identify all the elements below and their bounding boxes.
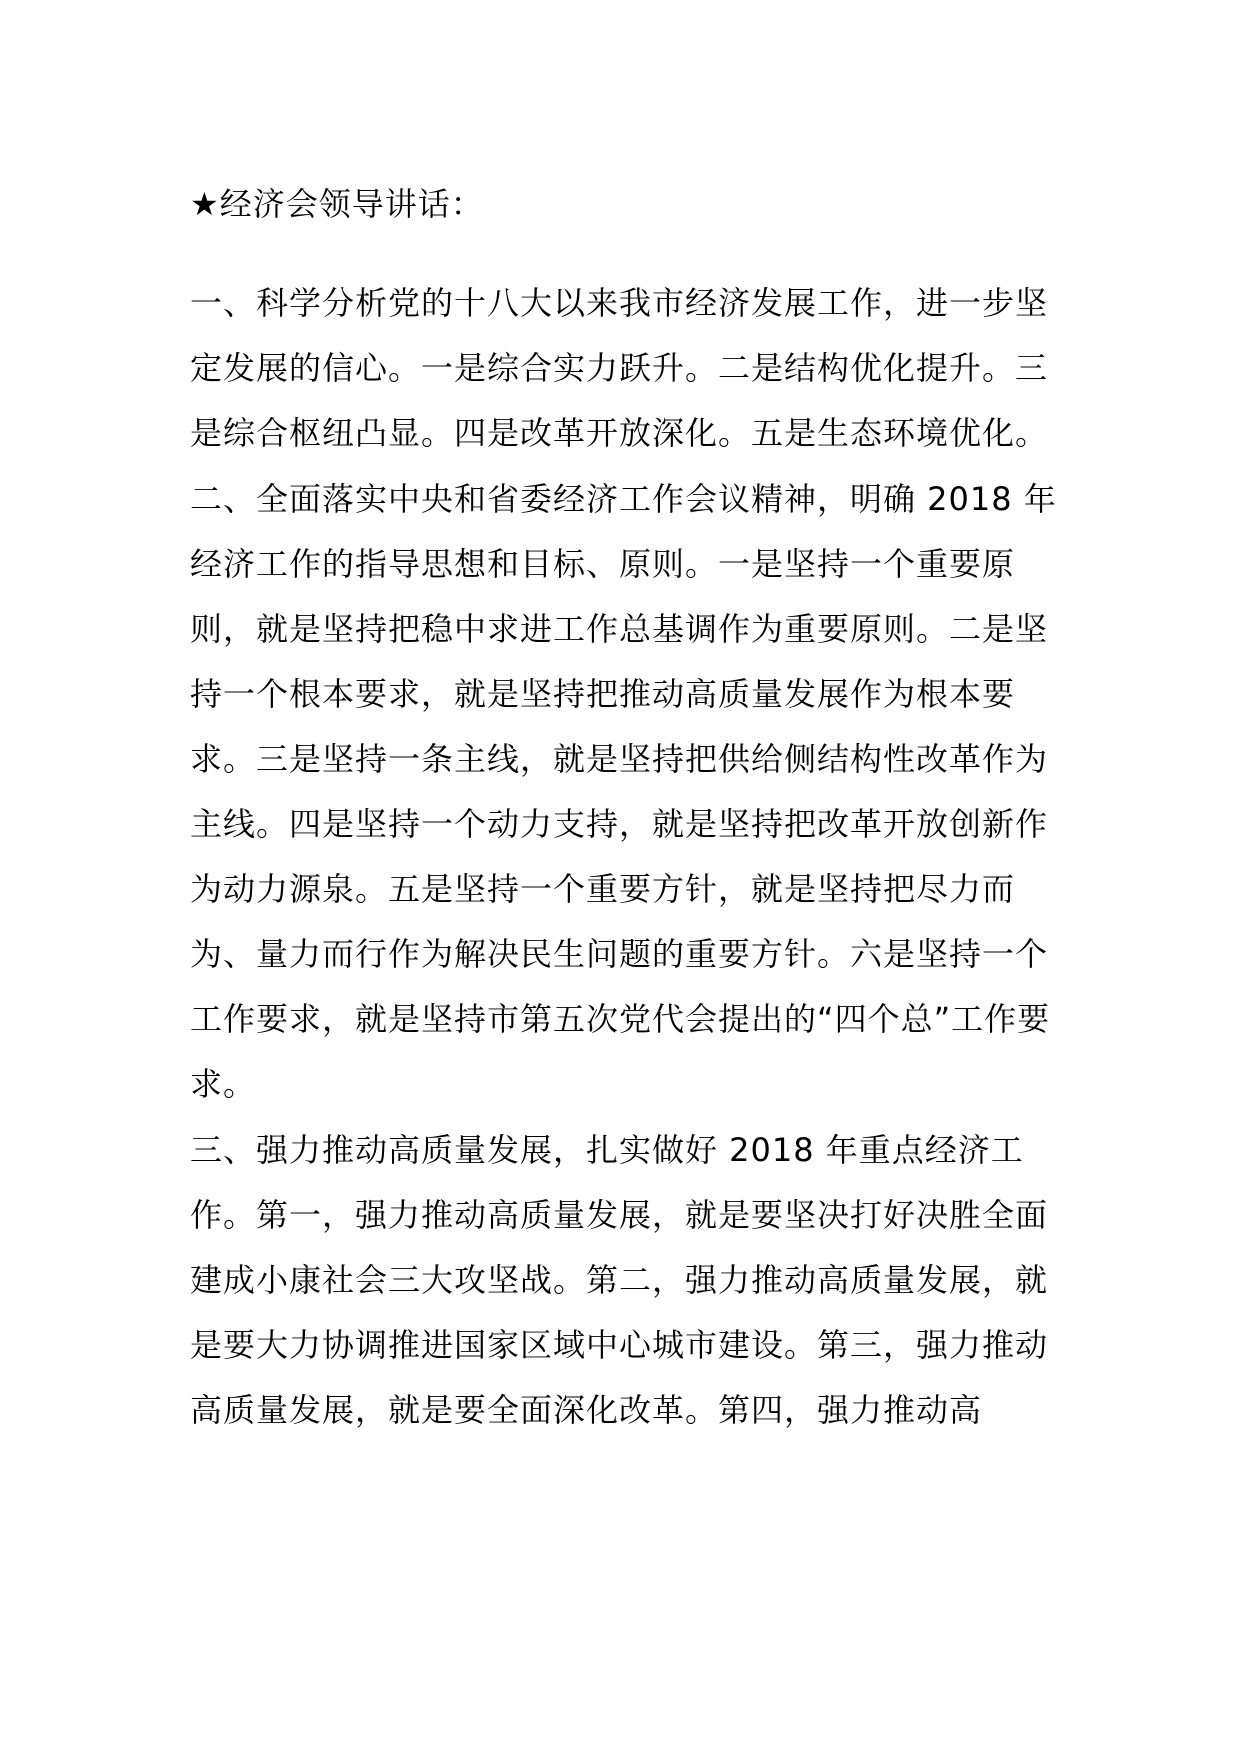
paragraph-3: 三、强力推动高质量发展，扎实做好 2018 年重点经济工作。第一，强力推动高质量发展，就是要坚决打好决胜全面建成小康社会三大攻坚战。第二，强力推动高质量发展，就是要大力协调推进国家区域中心城市建设。第三，强力推动高质量发展，就是要全面深化改革。第四，强力推动高	[190, 1131, 1049, 1429]
paragraph-1: 一、科学分析党的十八大以来我市经济发展工作，进一步坚定发展的信心。一是综合实力跃升。二是结构优化提升。三是综合枢纽凸显。四是改革开放深化。五是生态环境优化。	[190, 284, 1049, 452]
document-body	[190, 172, 1070, 1443]
paragraph-2: 二、全面落实中央和省委经济工作会议精神，明确 2018 年经济工作的指导思想和目标、原则。一是坚持一个重要原则，就是坚持把稳中求进工作总基调作为重要原则。二是坚持一个根本要求，就是坚持把推动高质量发展作为根本要求。三是坚持一条主线，就是坚持把供给侧结构性改革作为主线。四是坚持一个动力支持，就是坚持把改革开放创新作为动力源泉。五是坚持一个重要方针，就是坚持把尽力而为、量力而行作为解决民生问题的重要方针。六是坚持一个工作要求，就是坚持市第五次党代会提出的“四个总”工作要求。	[190, 480, 1057, 1103]
document-heading: ★经济会领导讲话：	[190, 185, 484, 223]
